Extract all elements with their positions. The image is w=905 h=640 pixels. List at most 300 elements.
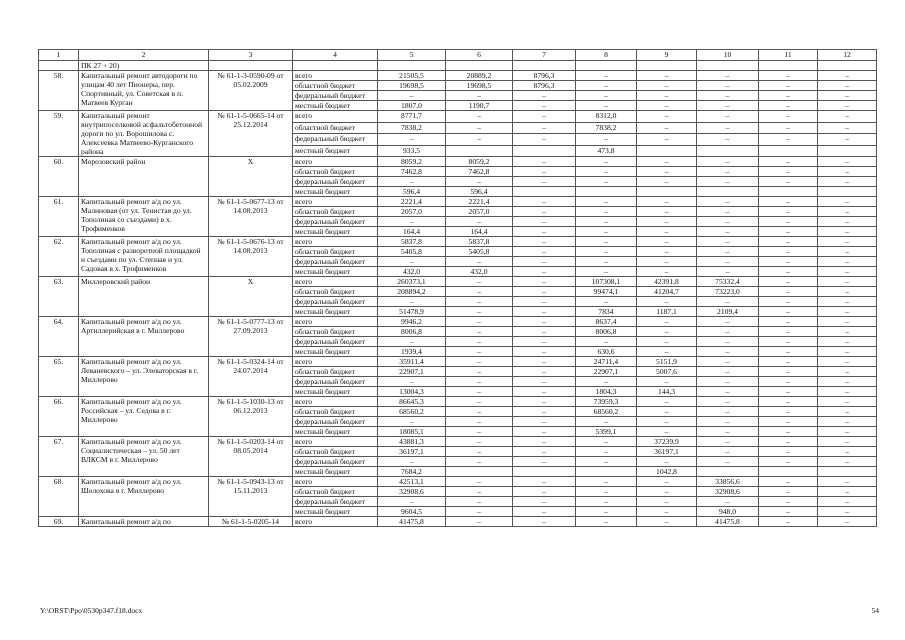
amount-cell: 22907,1: [576, 367, 637, 377]
amount-cell: 68560,2: [576, 407, 637, 417]
amount-cell: –: [818, 247, 877, 257]
object-description: Капитальный ремонт а/д по ул. Шолохова в г. Миллерово: [79, 477, 209, 517]
amount-cell: –: [759, 247, 818, 257]
amount-cell: [513, 187, 576, 197]
amount-cell: 8059,2: [378, 157, 446, 167]
amount-cell: –: [818, 377, 877, 387]
amount-cell: –: [697, 71, 759, 81]
amount-cell: 7838,2: [378, 122, 446, 134]
amount-cell: –: [446, 337, 513, 347]
amount-cell: –: [759, 357, 818, 367]
amount-cell: –: [818, 71, 877, 81]
amount-cell: [513, 145, 576, 157]
amount-cell: [513, 467, 576, 477]
amount-cell: –: [576, 257, 637, 267]
amount-cell: –: [697, 407, 759, 417]
amount-cell: –: [446, 397, 513, 407]
amount-cell: –: [818, 427, 877, 437]
amount-cell: 43881,3: [378, 437, 446, 447]
amount-cell: 68560,2: [378, 407, 446, 417]
amount-cell: –: [759, 277, 818, 287]
amount-cell: –: [759, 111, 818, 123]
amount-cell: –: [576, 477, 637, 487]
amount-cell: –: [818, 157, 877, 167]
amount-cell: –: [513, 217, 576, 227]
amount-cell: 8796,3: [513, 81, 576, 91]
amount-cell: –: [446, 487, 513, 497]
funding-source: всего: [293, 197, 378, 207]
amount-cell: –: [697, 447, 759, 457]
table-row: [39, 157, 877, 167]
funding-source: всего: [293, 517, 378, 527]
funding-source: федеральный бюджет: [293, 217, 378, 227]
amount-cell: –: [759, 237, 818, 247]
amount-cell: –: [446, 387, 513, 397]
amount-cell: –: [513, 457, 576, 467]
amount-cell: –: [759, 267, 818, 277]
funding-source: всего: [293, 317, 378, 327]
amount-cell: 35911,4: [378, 357, 446, 367]
amount-cell: [759, 145, 818, 157]
amount-cell: 86645,3: [378, 397, 446, 407]
amount-cell: –: [759, 477, 818, 487]
amount-cell: –: [818, 477, 877, 487]
amount-cell: –: [446, 297, 513, 307]
contract-number: № 61-1-5-0205-14: [209, 517, 293, 527]
amount-cell: [446, 467, 513, 477]
amount-cell: –: [637, 517, 697, 527]
object-description: Капитальный ремонт а/д по ул. Леваневского – ул. Элеваторская в г. Миллерово: [79, 357, 209, 397]
table-row: [39, 197, 877, 207]
amount-cell: –: [818, 327, 877, 337]
amount-cell: –: [513, 257, 576, 267]
column-number: 5: [378, 50, 446, 61]
amount-cell: –: [697, 267, 759, 277]
table-row: [39, 437, 877, 447]
contract-number: X: [209, 277, 293, 317]
amount-cell: –: [576, 167, 637, 177]
amount-cell: 42513,1: [378, 477, 446, 487]
amount-cell: –: [759, 387, 818, 397]
amount-cell: –: [697, 227, 759, 237]
amount-cell: –: [576, 377, 637, 387]
amount-cell: –: [759, 197, 818, 207]
amount-cell: –: [697, 377, 759, 387]
amount-cell: –: [513, 357, 576, 367]
funding-source: федеральный бюджет: [293, 257, 378, 267]
amount-cell: 8796,3: [513, 71, 576, 81]
amount-cell: –: [818, 167, 877, 177]
amount-cell: –: [759, 377, 818, 387]
funding-source: областной бюджет: [293, 81, 378, 91]
amount-cell: –: [759, 407, 818, 417]
amount-cell: 75332,4: [697, 277, 759, 287]
funding-source: областной бюджет: [293, 487, 378, 497]
amount-cell: 948,0: [697, 507, 759, 517]
amount-cell: –: [818, 257, 877, 267]
amount-cell: –: [637, 337, 697, 347]
amount-cell: –: [759, 367, 818, 377]
funding-source: федеральный бюджет: [293, 177, 378, 187]
amount-cell: 432,0: [378, 267, 446, 277]
amount-cell: –: [513, 237, 576, 247]
amount-cell: –: [697, 207, 759, 217]
continued-text: ПК 27 + 20): [79, 61, 209, 71]
amount-cell: –: [759, 417, 818, 427]
amount-cell: –: [759, 167, 818, 177]
amount-cell: –: [513, 297, 576, 307]
table-row: [39, 277, 877, 287]
amount-cell: 144,3: [637, 387, 697, 397]
funding-source: областной бюджет: [293, 122, 378, 134]
amount-cell: [759, 187, 818, 197]
amount-cell: –: [637, 317, 697, 327]
amount-cell: –: [513, 122, 576, 134]
funding-source: всего: [293, 477, 378, 487]
amount-cell: –: [697, 157, 759, 167]
amount-cell: –: [637, 497, 697, 507]
amount-cell: 1807,0: [378, 101, 446, 111]
amount-cell: –: [513, 134, 576, 146]
amount-cell: –: [697, 101, 759, 111]
column-number: 12: [818, 50, 877, 61]
amount-cell: –: [637, 327, 697, 337]
amount-cell: –: [513, 247, 576, 257]
amount-cell: –: [759, 207, 818, 217]
funding-source: местный бюджет: [293, 427, 378, 437]
amount-cell: –: [576, 297, 637, 307]
funding-source: всего: [293, 397, 378, 407]
row-number: 60.: [39, 157, 79, 197]
amount-cell: –: [576, 217, 637, 227]
amount-cell: –: [378, 297, 446, 307]
funding-source: федеральный бюджет: [293, 457, 378, 467]
row-number: 61.: [39, 197, 79, 237]
amount-cell: 164,4: [378, 227, 446, 237]
amount-cell: 7462,8: [378, 167, 446, 177]
amount-cell: 596,4: [446, 187, 513, 197]
amount-cell: –: [818, 367, 877, 377]
amount-cell: –: [759, 447, 818, 457]
amount-cell: –: [759, 497, 818, 507]
amount-cell: 164,4: [446, 227, 513, 237]
amount-cell: –: [576, 247, 637, 257]
amount-cell: –: [576, 101, 637, 111]
amount-cell: –: [513, 447, 576, 457]
amount-cell: –: [378, 497, 446, 507]
contract-number: X: [209, 157, 293, 197]
amount-cell: [818, 467, 877, 477]
amount-cell: –: [759, 517, 818, 527]
amount-cell: 107308,1: [576, 277, 637, 287]
amount-cell: –: [378, 91, 446, 101]
amount-cell: –: [759, 397, 818, 407]
continued-row: [39, 61, 877, 71]
amount-cell: –: [818, 397, 877, 407]
amount-cell: –: [759, 437, 818, 447]
amount-cell: –: [576, 227, 637, 237]
funding-source: местный бюджет: [293, 267, 378, 277]
amount-cell: 19698,5: [378, 81, 446, 91]
funding-source: местный бюджет: [293, 467, 378, 477]
amount-cell: –: [818, 111, 877, 123]
amount-cell: –: [818, 347, 877, 357]
amount-cell: 8059,2: [446, 157, 513, 167]
column-number: 2: [79, 50, 209, 61]
amount-cell: –: [818, 267, 877, 277]
amount-cell: 42391,8: [637, 277, 697, 287]
amount-cell: –: [637, 177, 697, 187]
amount-cell: –: [697, 167, 759, 177]
amount-cell: –: [576, 517, 637, 527]
contract-number: № 61-1-5-1030-13 от 06.12.2013: [209, 397, 293, 437]
amount-cell: –: [513, 197, 576, 207]
amount-cell: –: [637, 217, 697, 227]
amount-cell: –: [446, 447, 513, 457]
amount-cell: –: [446, 497, 513, 507]
amount-cell: –: [637, 247, 697, 257]
amount-cell: 2057,0: [378, 207, 446, 217]
amount-cell: –: [818, 507, 877, 517]
amount-cell: –: [446, 427, 513, 437]
amount-cell: –: [759, 157, 818, 167]
amount-cell: [637, 187, 697, 197]
funding-source: местный бюджет: [293, 101, 378, 111]
amount-cell: –: [446, 111, 513, 123]
object-description: Капитальный ремонт а/д по ул. Артиллерийская в г. Миллерово: [79, 317, 209, 357]
amount-cell: –: [576, 157, 637, 167]
funding-source: федеральный бюджет: [293, 377, 378, 387]
amount-cell: –: [818, 197, 877, 207]
amount-cell: –: [446, 367, 513, 377]
row-number: 62.: [39, 237, 79, 277]
amount-cell: –: [378, 417, 446, 427]
amount-cell: –: [697, 337, 759, 347]
amount-cell: –: [378, 337, 446, 347]
table-row: [39, 397, 877, 407]
amount-cell: –: [576, 447, 637, 457]
amount-cell: –: [697, 111, 759, 123]
amount-cell: –: [818, 81, 877, 91]
amount-cell: –: [637, 377, 697, 387]
amount-cell: –: [513, 507, 576, 517]
amount-cell: –: [513, 377, 576, 387]
amount-cell: –: [378, 377, 446, 387]
amount-cell: –: [378, 134, 446, 146]
amount-cell: –: [818, 337, 877, 347]
funding-source: всего: [293, 437, 378, 447]
amount-cell: –: [378, 257, 446, 267]
amount-cell: 18085,1: [378, 427, 446, 437]
contract-number: № 61-1-5-0676-13 от 14.08.2013: [209, 237, 293, 277]
funding-source: всего: [293, 71, 378, 81]
amount-cell: –: [446, 277, 513, 287]
amount-cell: –: [513, 417, 576, 427]
amount-cell: –: [697, 427, 759, 437]
amount-cell: 1190,7: [446, 101, 513, 111]
table-row: [39, 517, 877, 527]
table-row: [39, 357, 877, 367]
amount-cell: 2109,4: [697, 307, 759, 317]
amount-cell: –: [759, 122, 818, 134]
row-number: 65.: [39, 357, 79, 397]
amount-cell: 99474,1: [576, 287, 637, 297]
funding-source: областной бюджет: [293, 447, 378, 457]
amount-cell: –: [818, 407, 877, 417]
amount-cell: –: [697, 134, 759, 146]
amount-cell: [697, 145, 759, 157]
amount-cell: –: [759, 307, 818, 317]
amount-cell: –: [513, 267, 576, 277]
amount-cell: –: [637, 477, 697, 487]
object-description: Капитальный ремонт а/д по: [79, 517, 209, 527]
amount-cell: –: [818, 134, 877, 146]
amount-cell: –: [818, 101, 877, 111]
amount-cell: –: [513, 277, 576, 287]
amount-cell: 36197,1: [378, 447, 446, 457]
amount-cell: 630,6: [576, 347, 637, 357]
funding-source: всего: [293, 111, 378, 123]
amount-cell: 19698,5: [446, 81, 513, 91]
amount-cell: 7838,2: [576, 122, 637, 134]
amount-cell: –: [818, 447, 877, 457]
funding-source: местный бюджет: [293, 507, 378, 517]
amount-cell: 5007,6: [637, 367, 697, 377]
amount-cell: –: [446, 134, 513, 146]
amount-cell: 21505,5: [378, 71, 446, 81]
amount-cell: –: [818, 317, 877, 327]
amount-cell: [446, 145, 513, 157]
row-number: 59.: [39, 111, 79, 157]
column-number: 4: [293, 50, 378, 61]
amount-cell: [576, 187, 637, 197]
amount-cell: –: [818, 122, 877, 134]
amount-cell: –: [513, 157, 576, 167]
amount-cell: –: [759, 227, 818, 237]
row-number: 58.: [39, 71, 79, 111]
amount-cell: –: [697, 91, 759, 101]
amount-cell: –: [513, 367, 576, 377]
amount-cell: –: [576, 417, 637, 427]
object-description: Капитальный ремонт внутрипоселковой асфальтобетонной дороги по ул. Ворошилова с. Алексеевка Матвеево-Курганского района: [79, 111, 209, 157]
amount-cell: –: [637, 507, 697, 517]
amount-cell: 7834: [576, 307, 637, 317]
amount-cell: –: [446, 437, 513, 447]
amount-cell: [697, 467, 759, 477]
amount-cell: –: [637, 267, 697, 277]
amount-cell: [759, 467, 818, 477]
amount-cell: 32908,6: [378, 487, 446, 497]
funding-source: местный бюджет: [293, 187, 378, 197]
amount-cell: –: [446, 287, 513, 297]
amount-cell: –: [513, 287, 576, 297]
amount-cell: –: [513, 437, 576, 447]
amount-cell: –: [637, 167, 697, 177]
amount-cell: 41204,7: [637, 287, 697, 297]
amount-cell: –: [637, 297, 697, 307]
amount-cell: –: [759, 297, 818, 307]
funding-source: местный бюджет: [293, 347, 378, 357]
column-number: 1: [39, 50, 79, 61]
amount-cell: 37239,9: [637, 437, 697, 447]
contract-number: № 61-1-5-0943-13 от 15.11.2013: [209, 477, 293, 517]
amount-cell: –: [697, 197, 759, 207]
amount-cell: –: [513, 101, 576, 111]
amount-cell: –: [818, 177, 877, 187]
amount-cell: 73223,0: [697, 287, 759, 297]
amount-cell: 5405,8: [378, 247, 446, 257]
amount-cell: –: [818, 357, 877, 367]
amount-cell: –: [637, 81, 697, 91]
amount-cell: –: [513, 397, 576, 407]
amount-cell: –: [513, 407, 576, 417]
amount-cell: –: [759, 257, 818, 267]
amount-cell: –: [446, 177, 513, 187]
contract-number: № 61-1-5-0665-14 от 25.12.2014: [209, 111, 293, 157]
amount-cell: 5405,8: [446, 247, 513, 257]
column-number: 10: [697, 50, 759, 61]
amount-cell: –: [697, 367, 759, 377]
amount-cell: –: [576, 177, 637, 187]
amount-cell: –: [378, 177, 446, 187]
amount-cell: [637, 145, 697, 157]
amount-cell: –: [576, 197, 637, 207]
amount-cell: –: [446, 122, 513, 134]
funding-source: всего: [293, 277, 378, 287]
amount-cell: –: [759, 427, 818, 437]
amount-cell: –: [759, 507, 818, 517]
amount-cell: –: [576, 497, 637, 507]
amount-cell: 73959,3: [576, 397, 637, 407]
funding-source: местный бюджет: [293, 227, 378, 237]
column-number: 6: [446, 50, 513, 61]
table-row: [39, 111, 877, 123]
funding-source: областной бюджет: [293, 327, 378, 337]
amount-cell: 596,4: [378, 187, 446, 197]
amount-cell: –: [576, 81, 637, 91]
amount-cell: –: [818, 517, 877, 527]
budget-table: [38, 49, 877, 527]
amount-cell: –: [759, 327, 818, 337]
table-row: [39, 317, 877, 327]
amount-cell: –: [576, 437, 637, 447]
row-number: 67.: [39, 437, 79, 477]
amount-cell: 41475,8: [697, 517, 759, 527]
amount-cell: –: [697, 457, 759, 467]
amount-cell: –: [637, 237, 697, 247]
amount-cell: –: [818, 437, 877, 447]
amount-cell: –: [446, 507, 513, 517]
amount-cell: –: [446, 327, 513, 337]
amount-cell: 933,5: [378, 145, 446, 157]
row-number: 66.: [39, 397, 79, 437]
amount-cell: –: [759, 347, 818, 357]
column-number-row: [39, 50, 877, 61]
amount-cell: –: [697, 497, 759, 507]
amount-cell: –: [697, 397, 759, 407]
amount-cell: –: [818, 387, 877, 397]
amount-cell: –: [513, 207, 576, 217]
amount-cell: 8771,7: [378, 111, 446, 123]
amount-cell: 13004,3: [378, 387, 446, 397]
funding-source: федеральный бюджет: [293, 497, 378, 507]
amount-cell: –: [759, 287, 818, 297]
amount-cell: –: [576, 91, 637, 101]
amount-cell: –: [637, 197, 697, 207]
amount-cell: –: [818, 417, 877, 427]
amount-cell: –: [446, 417, 513, 427]
amount-cell: –: [697, 297, 759, 307]
